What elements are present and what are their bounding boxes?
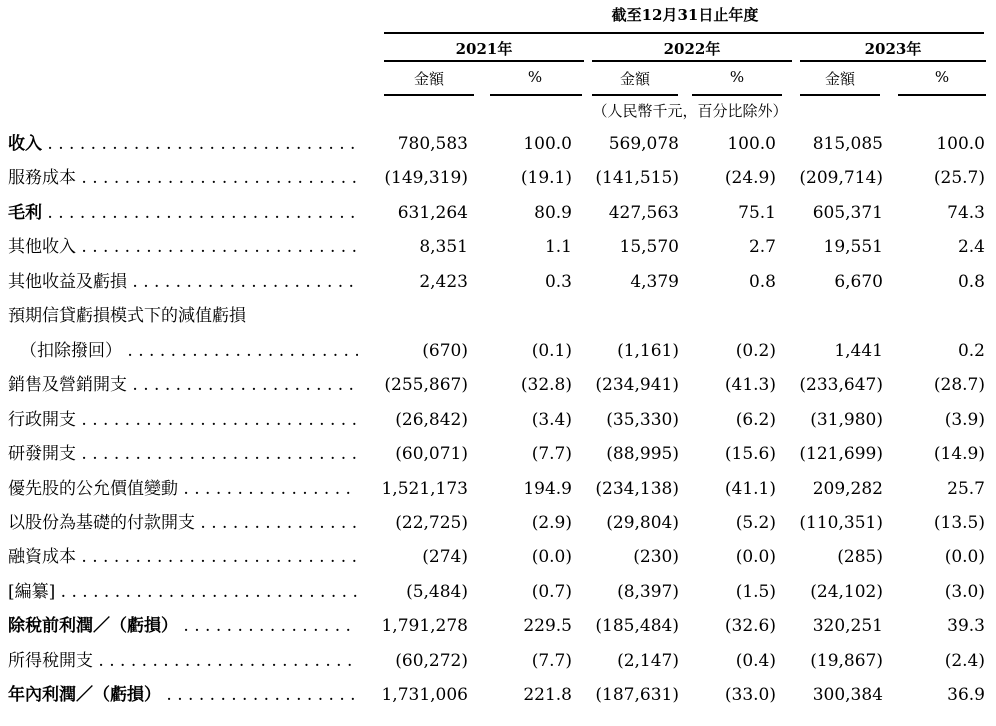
table-row <box>0 437 996 471</box>
row-label: 服務成本 . . . <box>8 161 358 195</box>
pct-2023-cell: 36.9 <box>947 685 985 706</box>
pct-2023-cell: 2.4 <box>957 237 985 258</box>
pct-header-2022: % <box>729 68 745 86</box>
amount-2022-cell: (88,995) <box>606 444 679 465</box>
amount-rule-2023 <box>800 94 880 96</box>
amount-2022-cell: (230) <box>633 547 679 568</box>
table-row <box>0 368 996 402</box>
amount-2023-cell: 320,251 <box>812 616 883 637</box>
table-row <box>0 230 996 264</box>
pct-header-2021: % <box>527 68 543 86</box>
pct-2022-cell: (24.9) <box>724 168 776 189</box>
pct-2022-cell: (1.5) <box>735 581 776 602</box>
year-2022-header: 2022年 <box>663 40 721 58</box>
amount-2023-cell: (121,699) <box>799 444 883 465</box>
row-label: 除稅前利潤／（虧損） . . . <box>8 609 358 643</box>
table-row <box>0 472 996 506</box>
amount-header-2021: 金額 <box>413 70 444 88</box>
amount-2022-cell: (8,397) <box>617 581 679 602</box>
pct-2021-cell: (3.4) <box>531 409 572 430</box>
pct-2022-cell: (0.0) <box>735 547 776 568</box>
pct-2023-cell: (2.4) <box>944 650 985 671</box>
amount-2021-cell: 8,351 <box>419 237 468 258</box>
table-row <box>0 265 996 299</box>
amount-2022-cell: (29,804) <box>606 512 679 533</box>
pct-2023-cell: (3.9) <box>944 409 985 430</box>
pct-2021-cell: (32.8) <box>520 375 572 396</box>
amount-2021-cell: (22,725) <box>395 512 468 533</box>
amount-2021-cell: (149,319) <box>384 168 468 189</box>
amount-rule-2021 <box>384 94 474 96</box>
pct-2023-cell: 25.7 <box>947 478 985 499</box>
pct-2021-cell: (0.7) <box>531 581 572 602</box>
row-label: 行政開支 . . . <box>8 403 358 437</box>
table-row <box>0 678 996 712</box>
table-row <box>0 403 996 437</box>
pct-2022-cell <box>690 299 776 333</box>
row-label: 年內利潤／（虧損） . . . <box>8 678 358 712</box>
pct-2022-cell: (33.0) <box>724 685 776 706</box>
pct-2021-cell: (7.7) <box>531 444 572 465</box>
table-row <box>0 609 996 643</box>
amount-header-2023: 金額 <box>824 70 855 88</box>
amount-2021-cell: (26,842) <box>395 409 468 430</box>
row-label: 毛利 . . . <box>8 196 358 230</box>
amount-2021-cell: 780,583 <box>397 134 468 154</box>
year-2023-rule <box>800 60 986 62</box>
amount-2022-cell: 15,570 <box>619 237 679 258</box>
amount-2022-cell: 427,563 <box>608 202 679 223</box>
amount-2023-cell: 209,282 <box>812 478 883 499</box>
pct-2022-cell: (0.4) <box>735 650 776 671</box>
table-row <box>0 644 996 678</box>
amount-2023-cell: (209,714) <box>799 168 883 189</box>
amount-2022-cell: (234,941) <box>595 375 679 396</box>
pct-2022-cell: (32.6) <box>724 616 776 637</box>
amount-2023-cell: 300,384 <box>812 685 883 706</box>
amount-2023-cell: 1,441 <box>834 340 883 361</box>
amount-rule-2022 <box>592 94 678 96</box>
amount-2022-cell: (141,515) <box>595 168 679 189</box>
amount-2023-cell: 6,670 <box>834 271 883 292</box>
row-label: 優先股的公允價值變動 . . . <box>8 472 358 506</box>
pct-2023-cell <box>890 299 985 333</box>
pct-2023-cell: (25.7) <box>933 168 985 189</box>
row-label: 收入 . . . <box>8 127 358 161</box>
table-row <box>0 299 996 333</box>
year-2023-header: 2023年 <box>864 40 922 58</box>
amount-2023-cell: 605,371 <box>812 202 883 223</box>
table-row <box>0 196 996 230</box>
pct-2023-cell: (13.5) <box>933 512 985 533</box>
pct-2022-cell: 2.7 <box>748 237 776 258</box>
row-label: 所得稅開支 . . . <box>8 644 358 678</box>
table-row <box>0 161 996 195</box>
table-row <box>0 575 996 609</box>
amount-2023-cell: 19,551 <box>823 237 883 258</box>
pct-2022-cell: (0.2) <box>735 340 776 361</box>
pct-2021-cell <box>480 299 572 333</box>
pct-2023-cell: 100.0 <box>936 134 985 154</box>
period-rule <box>384 32 984 34</box>
amount-2022-cell: (234,138) <box>595 478 679 499</box>
amount-2023-cell: (24,102) <box>810 581 883 602</box>
period-header: 截至12月31日止年度 <box>611 6 759 24</box>
amount-2021-cell: (274) <box>422 547 468 568</box>
amount-2021-cell: (255,867) <box>384 375 468 396</box>
year-2022-rule <box>592 60 792 62</box>
amount-2022-cell: (187,631) <box>595 685 679 706</box>
pct-2021-cell: 229.5 <box>523 616 572 637</box>
pct-2021-cell: 194.9 <box>523 478 572 499</box>
amount-2023-cell: (31,980) <box>810 409 883 430</box>
amount-2021-cell <box>370 299 468 333</box>
amount-2023-cell: (233,647) <box>799 375 883 396</box>
pct-2021-cell: 221.8 <box>523 685 572 706</box>
pct-2023-cell: (28.7) <box>933 375 985 396</box>
pct-2021-cell: (7.7) <box>531 650 572 671</box>
amount-2021-cell: 631,264 <box>397 202 468 223</box>
amount-2022-cell: 4,379 <box>630 271 679 292</box>
pct-2021-cell: 0.3 <box>544 271 572 292</box>
table-row <box>0 127 996 161</box>
pct-2022-cell: (41.3) <box>724 375 776 396</box>
amount-2023-cell <box>780 299 883 333</box>
pct-2021-cell: 100.0 <box>523 134 572 154</box>
amount-2023-cell: (285) <box>837 547 883 568</box>
amount-header-2022: 金額 <box>619 70 650 88</box>
pct-2021-cell: (0.1) <box>531 340 572 361</box>
amount-2022-cell: (2,147) <box>617 650 679 671</box>
pct-2022-cell: 100.0 <box>727 134 776 154</box>
pct-2022-cell: (5.2) <box>735 512 776 533</box>
pct-2022-cell: 75.1 <box>738 202 776 223</box>
amount-2022-cell <box>580 299 679 333</box>
amount-2021-cell: (60,071) <box>395 444 468 465</box>
unit-note: （人民幣千元，百分比除外） <box>592 102 788 120</box>
table-row <box>0 506 996 540</box>
pct-2023-cell: 74.3 <box>947 202 985 223</box>
amount-2023-cell: (110,351) <box>799 512 883 533</box>
row-label: 其他收益及虧損 . . . <box>8 265 358 299</box>
amount-2021-cell: 1,791,278 <box>381 616 468 637</box>
amount-2022-cell: 569,078 <box>608 134 679 154</box>
pct-2021-cell: (2.9) <box>531 512 572 533</box>
amount-2021-cell: (60,272) <box>395 650 468 671</box>
pct-2021-cell: 80.9 <box>534 202 572 223</box>
pct-2022-cell: (15.6) <box>724 444 776 465</box>
pct-2023-cell: 0.8 <box>957 271 985 292</box>
pct-2021-cell: 1.1 <box>544 237 572 258</box>
pct-2023-cell: (3.0) <box>944 581 985 602</box>
amount-2022-cell: (35,330) <box>606 409 679 430</box>
amount-2021-cell: 1,731,006 <box>381 685 468 706</box>
pct-2023-cell: 0.2 <box>957 340 985 361</box>
table-row <box>0 334 996 368</box>
table-row <box>0 540 996 574</box>
pct-rule-2023 <box>898 94 986 96</box>
row-label: （扣除撥回） . . . <box>8 334 358 368</box>
pct-2021-cell: (0.0) <box>531 547 572 568</box>
row-label: [編纂] . . . <box>8 575 358 609</box>
year-2021-header: 2021年 <box>455 40 513 58</box>
row-label: 銷售及營銷開支 . . . <box>8 368 358 402</box>
pct-rule-2021 <box>490 94 582 96</box>
amount-2023-cell: 815,085 <box>812 134 883 154</box>
pct-2023-cell: (14.9) <box>933 444 985 465</box>
pct-2023-cell: 39.3 <box>947 616 985 637</box>
amount-2022-cell: (185,484) <box>595 616 679 637</box>
amount-2021-cell: 1,521,173 <box>381 478 468 499</box>
year-2021-rule <box>384 60 584 62</box>
pct-header-2023: % <box>934 68 950 86</box>
amount-2021-cell: 2,423 <box>419 271 468 292</box>
pct-2022-cell: 0.8 <box>748 271 776 292</box>
pct-rule-2022 <box>692 94 782 96</box>
amount-2021-cell: (670) <box>422 340 468 361</box>
pct-2022-cell: (41.1) <box>724 478 776 499</box>
row-label: 以股份為基礎的付款開支 . . . <box>8 506 358 540</box>
amount-2023-cell: (19,867) <box>810 650 883 671</box>
row-label: 預期信貸虧損模式下的減值虧損 <box>8 306 246 327</box>
row-label: 研發開支 . . . <box>8 437 358 471</box>
pct-2022-cell: (6.2) <box>735 409 776 430</box>
pct-2023-cell: (0.0) <box>944 547 985 568</box>
pct-2021-cell: (19.1) <box>520 168 572 189</box>
row-label: 其他收入 . . . <box>8 230 358 264</box>
amount-2021-cell: (5,484) <box>406 581 468 602</box>
row-label: 融資成本 . . . <box>8 540 358 574</box>
amount-2022-cell: (1,161) <box>617 340 679 361</box>
